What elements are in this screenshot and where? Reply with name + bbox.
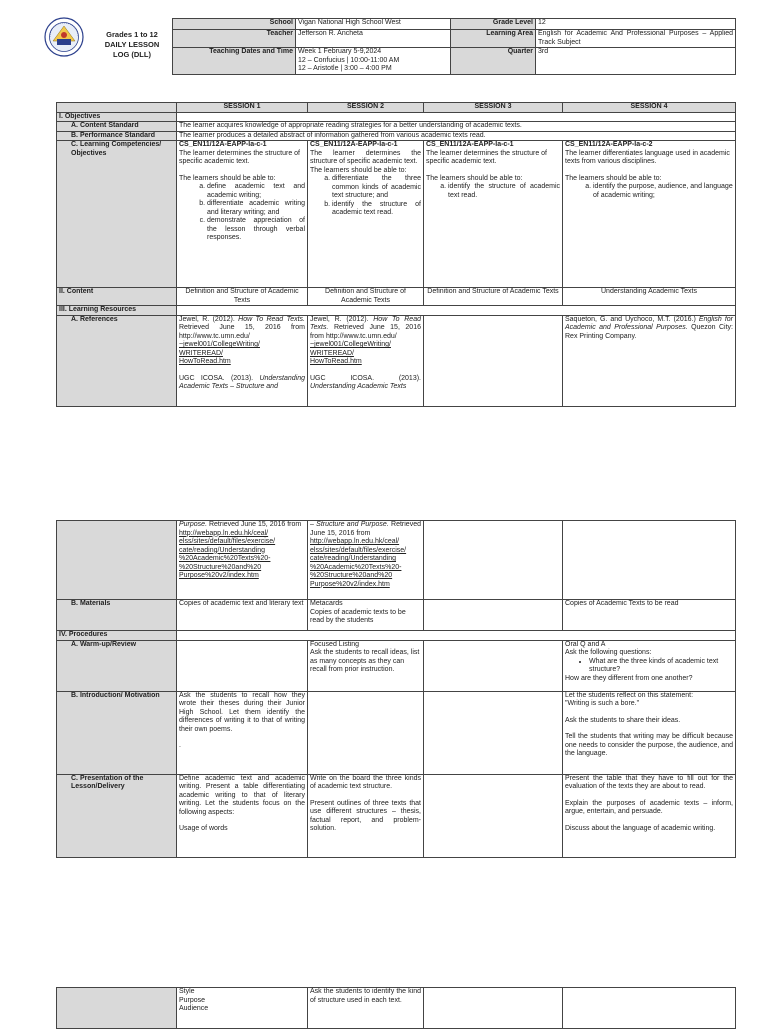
references-continued-session-3: [424, 521, 563, 600]
school-label: School: [173, 19, 296, 30]
resources-heading: III. Learning Resources: [57, 306, 177, 316]
dll-table-page-2: [56, 520, 736, 858]
references-continued-label: [57, 521, 177, 600]
performance-standard-text: The learner produces a detailed abstract of information gathered from various academic texts read.: [177, 131, 736, 141]
grade-value: 12: [536, 19, 736, 30]
dates-label: Teaching Dates and Time: [173, 48, 296, 75]
procedures-heading: IV. Procedures: [57, 631, 177, 641]
corner-cell: [57, 103, 177, 113]
dll-title: Grades 1 to 12 DAILY LESSON LOG (DLL): [104, 30, 160, 59]
references-continued-session-1: Purpose. Retrieved June 15, 2016 from http://webapp.ln.edu.hk/ceal/ elss/sites/default/files/exercise/ cate/reading/Understanding %20Academic%20Texts%20- %20Structure%20and%20 Purpose%20v2/index.htm: [177, 521, 308, 600]
content-session-2: Definition and Structure of Academic Texts: [308, 288, 424, 306]
presentation-continued-session-2: Ask the students to identify the kind of structure used in each text.: [308, 988, 424, 1029]
teacher-value: Jefferson R. Ancheta: [296, 30, 451, 48]
content-standard-label: A. Content Standard: [57, 122, 177, 132]
references-session-1: Jewel, R. (2012). How To Read Texts. Retrieved June 15, 2016 from http://www.tc.umn.edu/ ~jewel001/CollegeWriting/ WRITEREAD/ HowToRead.htm UGC ICOSA. (2013). Understanding Academic Texts – Structure and: [177, 315, 308, 406]
warmup-session-3: [424, 640, 563, 691]
deped-seal-logo: [44, 17, 84, 57]
objectives-heading: I. Objectives: [57, 112, 177, 122]
materials-session-3: [424, 600, 563, 631]
dll-table-page-3: [56, 987, 736, 1029]
presentation-continued-label: [57, 988, 177, 1029]
introduction-session-1: Ask the students to recall how they wrote their theses during their Junior High School. Let them identify the differences of writing it to that of writing their own poems. .: [177, 691, 308, 774]
presentation-session-1: Define academic text and academic writing. Present a table differentiating academic writing to that of literary writing. Let the students focus on the following aspects: Usage of words: [177, 774, 308, 857]
presentation-label: C. Presentation of the Lesson/Delivery: [57, 774, 177, 857]
competency-session-1: CS_EN11/12A-EAPP-Ia-c-1 The learner determines the structure of specific academic text. The learners should be able to: a. define academic text and academic writing; b. differentiate academic writing and literary writing; and c. demonstrate appreciation of the lesson through verbal responses.: [177, 141, 308, 288]
introduction-session-3: [424, 691, 563, 774]
presentation-continued-session-3: [424, 988, 563, 1029]
materials-session-1: Copies of academic text and literary text: [177, 600, 308, 631]
content-session-4: Understanding Academic Texts: [563, 288, 736, 306]
competencies-label: C. Learning Competencies/ Objectives: [57, 141, 177, 288]
dates-value: Week 1 February 5-9,2024 12 – Confucius | 10:00-11:00 AM 12 – Aristotle | 3:00 – 4:00 PM: [296, 48, 451, 75]
content-heading: II. Content: [57, 288, 177, 306]
competency-session-4: CS_EN11/12A-EAPP-Ia-c-2 The learner differentiates language used in academic texts from various disciplines. The learners should be able to: a. identify the purpose, audience, and language of academic writing;: [563, 141, 736, 288]
warmup-label: A. Warm-up/Review: [57, 640, 177, 691]
warmup-session-2: Focused Listing Ask the students to recall ideas, list as many concepts as they can recall from prior instruction.: [308, 640, 424, 691]
header-info-table: [172, 18, 736, 75]
session-3-header: SESSION 3: [424, 103, 563, 113]
references-session-4: Saqueton, G. and Uychoco, M.T. (2016.) English for Academic and Professional Purposes. Quezon City: Rex Printing Company.: [563, 315, 736, 406]
introduction-session-4: Let the students reflect on this statement: "Writing is such a bore." Ask the students to share their ideas. Tell the students that writing may be difficult because one needs to consider the purpose, the audience, and the language.: [563, 691, 736, 774]
warmup-session-4: Oral Q and A Ask the following questions: • What are the three kinds of academic text structure? How are they different from one another?: [563, 640, 736, 691]
presentation-session-3: [424, 774, 563, 857]
presentation-continued-session-4: [563, 988, 736, 1029]
presentation-session-4: Present the table that they have to fill out for the evaluation of the texts they are about to read. Explain the purposes of academic texts – inform, argue, entertain, and persuade. Discuss about the language of academic writing.: [563, 774, 736, 857]
grade-label: Grade Level: [451, 19, 536, 30]
references-continued-session-2: – Structure and Purpose. Retrieved June 15, 2016 from http://webapp.ln.edu.hk/ceal/ elss/sites/default/files/exercise/ cate/reading/Understanding %20Academic%20Texts%20- %20Structure%20and%20 Purpose%20v2/index.htm: [308, 521, 424, 600]
session-4-header: SESSION 4: [563, 103, 736, 113]
warmup-session-1: [177, 640, 308, 691]
presentation-session-2: Write on the board the three kinds of academic text structure. Present outlines of three texts that use different structures – thesis, factual report, and problem-solution.: [308, 774, 424, 857]
session-1-header: SESSION 1: [177, 103, 308, 113]
references-continued-session-4: [563, 521, 736, 600]
references-label: A. References: [57, 315, 177, 406]
content-session-1: Definition and Structure of Academic Texts: [177, 288, 308, 306]
performance-standard-label: B. Performance Standard: [57, 131, 177, 141]
references-session-3: [424, 315, 563, 406]
competency-session-2: CS_EN11/12A-EAPP-Ia-c-1 The learner determines the structure of specific academic text. The learners should be able to: a. differentiate the three common kinds of academic text structure; and b. identify the structure of academic text read.: [308, 141, 424, 288]
introduction-label: B. Introduction/ Motivation: [57, 691, 177, 774]
learning-area-value: English for Academic And Professional Purposes – Applied Track Subject: [536, 30, 736, 48]
teacher-label: Teacher: [173, 30, 296, 48]
school-value: Vigan National High School West: [296, 19, 451, 30]
dll-table-page-1: [56, 102, 736, 407]
content-session-3: Definition and Structure of Academic Texts: [424, 288, 563, 306]
competency-session-3: CS_EN11/12A-EAPP-Ia-c-1 The learner determines the structure of specific academic text. The learners should be able to: a. identify the structure of academic text read.: [424, 141, 563, 288]
content-standard-text: The learner acquires knowledge of appropriate reading strategies for a better understanding of academic texts.: [177, 122, 736, 132]
quarter-label: Quarter: [451, 48, 536, 75]
quarter-value: 3rd: [536, 48, 736, 75]
references-session-2: Jewel, R. (2012). How To Read Texts. Retrieved June 15, 2016 from http://www.tc.umn.edu/ ~jewel001/CollegeWriting/ WRITEREAD/ HowToRead.htm UGC ICOSA. (2013). Understanding Academic Texts: [308, 315, 424, 406]
presentation-continued-session-1: Style Purpose Audience: [177, 988, 308, 1029]
materials-label: B. Materials: [57, 600, 177, 631]
materials-session-4: Copies of Academic Texts to be read: [563, 600, 736, 631]
introduction-session-2: [308, 691, 424, 774]
materials-session-2: Metacards Copies of academic texts to be read by the students: [308, 600, 424, 631]
learning-area-label: Learning Area: [451, 30, 536, 48]
session-2-header: SESSION 2: [308, 103, 424, 113]
